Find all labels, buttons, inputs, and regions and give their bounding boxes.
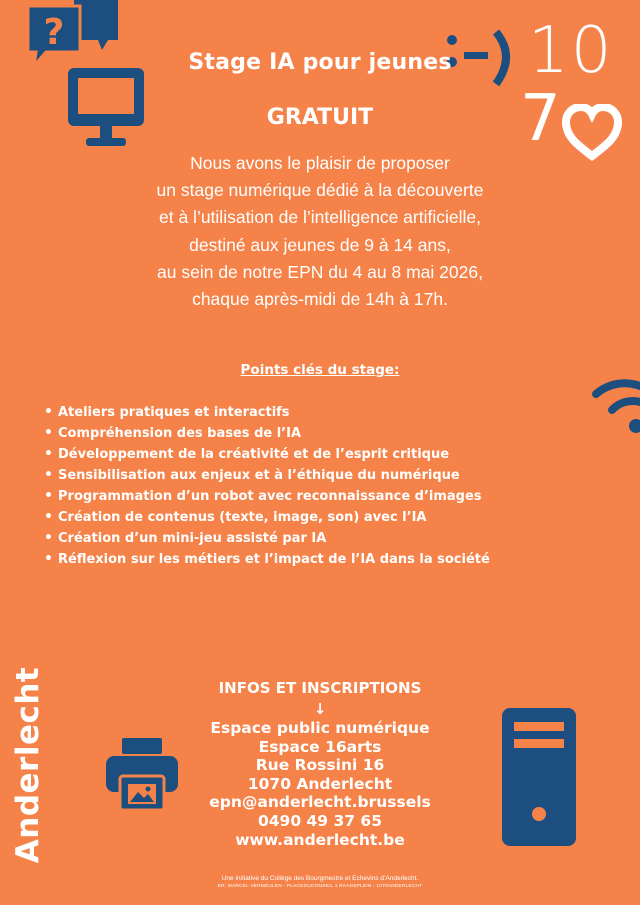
infos-heading: INFOS ET INSCRIPTIONS — [218, 679, 422, 697]
key-points-list — [44, 402, 490, 570]
key-points-heading: Points clés du stage: — [240, 362, 400, 378]
venue-subname: Espace 16arts — [258, 737, 382, 756]
list-item: • Ateliers pratiques et interactifs — [44, 402, 490, 423]
footer-publisher: ER: MARCEL VERMEULEN - PLACEDUCONSEIL 1 RAADSPLEIN - 1070ANDERLECHT — [217, 884, 423, 889]
computer-tower-icon — [500, 706, 578, 848]
wifi-icon — [592, 378, 640, 438]
side-label-text: Anderlecht — [10, 666, 46, 864]
venue-name: Espace public numérique — [210, 719, 430, 737]
svg-text:?: ? — [43, 12, 65, 53]
printer-icon — [104, 736, 180, 812]
logo-1070 — [510, 14, 630, 168]
intro-paragraph — [0, 150, 640, 313]
intro-line: un stage numérique dédié à la découverte — [156, 180, 484, 201]
list-item: • Développement de la créativité et de l’esprit critique — [44, 444, 490, 465]
page-title: Stage IA pour jeunes — [188, 50, 452, 75]
intro-line: et à l’utilisation de l’intelligence artificielle, — [159, 207, 481, 228]
arrow-down-icon: ↓ — [313, 700, 327, 718]
intro-line: destiné aux jeunes de 9 à 14 ans, — [189, 234, 451, 255]
footer-initiative: Une initiative du Collège des Bourgmestre et Echevins d’Anderlecht. — [221, 875, 419, 882]
list-item: • Programmation d’un robot avec reconnaissance d’images — [44, 486, 490, 507]
free-label: GRATUIT — [266, 105, 374, 130]
list-item: • Création de contenus (texte, image, son) avec l’IA — [44, 507, 490, 528]
list-item: • Réflexion sur les métiers et l’impact de l’IA dans la société — [44, 549, 490, 570]
footer — [0, 874, 640, 890]
contact-email: epn@anderlecht.brussels — [209, 793, 431, 812]
list-item: • Sensibilisation aux enjeux et à l’éthique du numérique — [44, 465, 490, 486]
address-street: Rue Rossini 16 — [255, 756, 385, 775]
logo-number-bottom: 7 — [520, 82, 561, 156]
contact-phone: 0490 49 37 65 — [257, 811, 383, 830]
logo-number-top: 10 — [528, 14, 614, 88]
intro-line: chaque après-midi de 14h à 17h. — [192, 289, 448, 310]
list-item: • Création d’un mini-jeu assisté par IA — [44, 528, 490, 549]
contact-website: www.anderlecht.be — [235, 830, 405, 849]
list-item: • Compréhension des bases de l’IA — [44, 423, 490, 444]
intro-line: au sein de notre EPN du 4 au 8 mai 2026, — [157, 261, 483, 282]
intro-line: Nous avons le plaisir de proposer — [190, 153, 450, 173]
address-city: 1070 Anderlecht — [247, 774, 393, 793]
